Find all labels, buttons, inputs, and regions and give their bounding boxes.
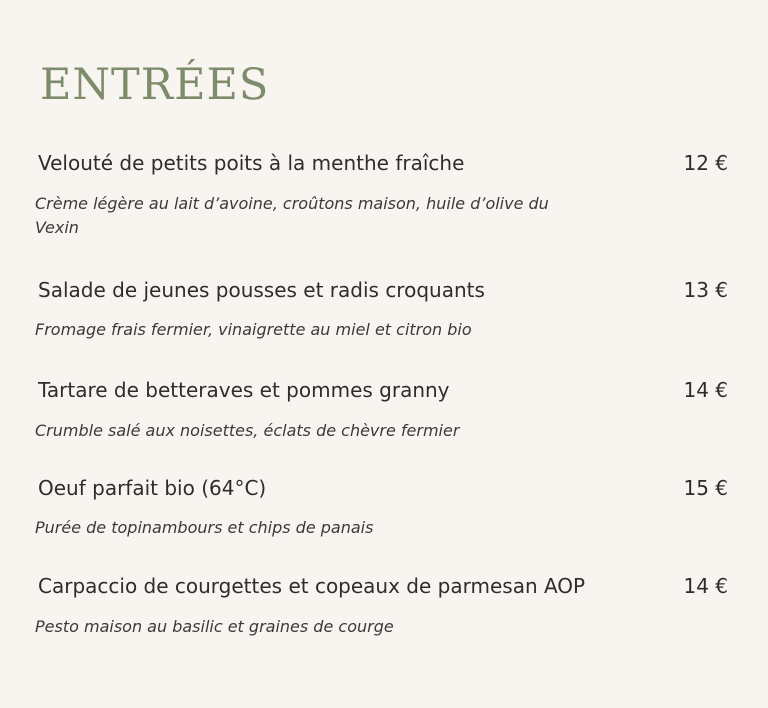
menu-item-price: 14 € [683, 378, 728, 402]
section-title: ENTRÉES [40, 60, 270, 110]
menu-item-price: 13 € [683, 278, 728, 302]
menu-item-description: Crème légère au lait d’avoine, croûtons maison, huile d’olive du Vexin [35, 194, 549, 237]
menu-item-price: 14 € [683, 574, 728, 598]
menu-item-description: Purée de topinambours et chips de panais [35, 518, 374, 537]
menu-item-name: Tartare de betteraves et pommes granny [38, 378, 450, 402]
menu-item-name: Salade de jeunes pousses et radis croquants [38, 278, 485, 302]
menu-item-name: Carpaccio de courgettes et copeaux de parmesan AOP [38, 574, 586, 598]
menu-item-price: 12 € [683, 151, 728, 175]
menu-item-description: Pesto maison au basilic et graines de courge [35, 617, 394, 636]
menu-item-name: Velouté de petits poits à la menthe fraîche [38, 151, 465, 175]
menu-item-price: 15 € [683, 476, 728, 500]
menu-item-name: Oeuf parfait bio (64°C) [38, 476, 267, 500]
menu-item-description: Fromage frais fermier, vinaigrette au miel et citron bio [35, 320, 472, 339]
menu-item-description: Crumble salé aux noisettes, éclats de chèvre fermier [35, 421, 460, 440]
